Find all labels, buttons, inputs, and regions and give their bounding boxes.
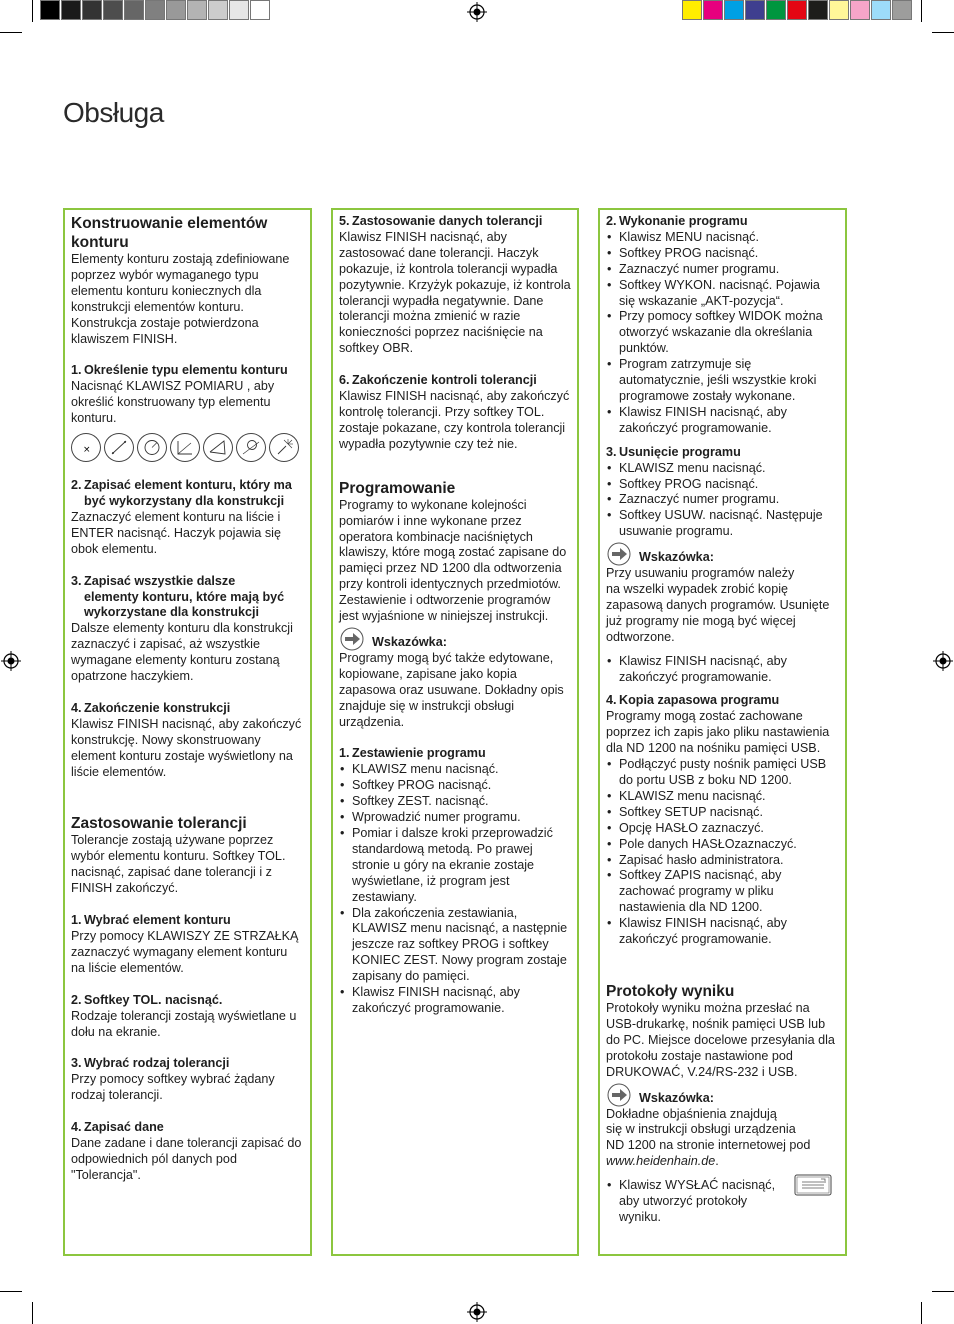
bullet-list [606, 461, 839, 541]
list-item: • Softkey WYKON. nacisnąć. Pojawia się wskazanie „AKT-pozycja“. [606, 278, 839, 310]
color-swatch [745, 0, 765, 20]
paragraph: Zaznaczyć element konturu na liście i ENTER nacisnąć. Haczyk pojawia się obok elementu. [71, 509, 281, 556]
list-item: • KLAWISZ menu nacisnąć. [606, 789, 839, 805]
paragraph: Klawisz FINISH nacisnąć, aby zastosować dane tolerancji. Haczyk pokazuje, iż kontrola tolerancji wypadła pozytywnie. Krzyżyk pokazuje, iż kontrola tolerancji wypadła negatywnie. Dane tolerancji można zmienić w razie konieczności poprzez naciśnięcie na softkey OBR. [339, 229, 571, 356]
list-item: • Softkey ZAPIS nacisnąć, aby zachować programy w pliku nastawienia dla ND 1200. [606, 868, 839, 916]
step-heading: 1. Wybrać element konturu [71, 913, 231, 928]
crop-mark [932, 1291, 954, 1292]
color-swatch [103, 0, 123, 20]
distance-icon [203, 433, 233, 462]
color-swatch [124, 0, 144, 20]
section-heading: Protokoły wyniku [606, 982, 735, 1000]
color-swatch [250, 0, 270, 20]
paragraph: Klawisz FINISH nacisnąć, aby zakończyć kontrolę tolerancji. Przy softkey TOL. zostaje pokazane, czy kontrola tolerancji wypadła pozytywnie czy też nie. [339, 389, 570, 451]
color-swatch [871, 0, 891, 20]
step-heading: 4. Zakończenie konstrukcji [71, 700, 231, 715]
process-color-bar [682, 0, 913, 21]
list-item: • Klawisz FINISH nacisnąć, aby zakończyć programowanie. [606, 916, 839, 948]
bullet-list [606, 757, 839, 948]
color-swatch [724, 0, 744, 20]
list-item: • Dla zakończenia zestawiania, KLAWISZ menu nacisnąć, a następnie jeszcze raz softkey PROG i softkey KONIEC ZEST. Nowy program zostaje zapisany do pamięci. [339, 906, 571, 986]
section-heading: Zastosowanie tolerancji [71, 815, 247, 833]
list-item: • Klawisz MENU nacisnąć. [606, 230, 839, 246]
grayscale-color-bar [40, 0, 271, 21]
paragraph: Programy to wykonane kolejności pomiarów i inne wykonane przez operatora kombinacje naciśniętych klawiszy, które mogą zostać zapisane do pamięci przez ND 1200 dla odtworzenia przy kontroli identycznych przedmiotów. Zestawienie i odtworzenie programów jest wyjaśnione w niniejszej instrukcji. [339, 497, 567, 624]
paragraph: Dokładne objaśnienia znajdują się w instrukcji obsługi urządzenia ND 1200 na stronie internetowej pod www.heidenhain.de. [606, 1106, 811, 1169]
bullet-list [606, 654, 839, 686]
column-program-management [598, 208, 847, 1256]
line-icon [104, 433, 134, 462]
color-swatch [703, 0, 723, 20]
section-heading: Programowanie [339, 479, 456, 497]
hint-label: Wskazówka: [372, 635, 447, 650]
paragraph: Rodzaje tolerancji zostają wyświetlane u dołu na ekranie. [71, 1008, 297, 1039]
color-swatch [808, 0, 828, 20]
list-item: • Klawisz FINISH nacisnąć, aby zakończyć programowanie. [606, 405, 839, 437]
list-item: • Opcję HASŁO zaznaczyć. [606, 821, 839, 837]
step-heading: 2. Softkey TOL. nacisnąć. [71, 992, 223, 1007]
list-item: • Zaznaczyć numer programu. [606, 492, 839, 508]
zero-point-icon [269, 433, 299, 462]
color-swatch [682, 0, 702, 20]
paragraph: Programy mogą zostać zachowane poprzez ich zapis jako pliku nastawienia dla ND 1200 na nośniku pamięci USB. [606, 709, 830, 756]
list-item: • Zapisać hasło administratora. [606, 853, 839, 869]
hint-header [606, 1081, 839, 1107]
list-item: • Softkey PROG nacisnąć. [606, 477, 839, 493]
color-swatch [61, 0, 81, 20]
list-item: • KLAWISZ menu nacisnąć. [606, 461, 839, 477]
column-construction [63, 208, 312, 1256]
page-title: Obsługa [63, 97, 164, 128]
list-item: • Softkey PROG nacisnąć. [606, 246, 839, 262]
paragraph: Klawisz FINISH nacisnąć, aby zakończyć konstrukcję. Nowy skonstruowany element konturu zostaje wyświetlony na liście elementów. [71, 716, 302, 779]
list-item: • Softkey ZEST. nacisnąć. [339, 794, 571, 810]
paragraph: Programy mogą być także edytowane, kopiowane, zapisane jako kopia zapasowa oraz usuwane. Dokładny opis znajduje się w instrukcji obsługi urządzenia. [339, 650, 564, 729]
registration-mark-icon [467, 2, 487, 22]
list-item: • KLAWISZ menu nacisnąć. [339, 762, 571, 778]
registration-mark-icon [467, 1302, 487, 1322]
crop-mark [921, 1302, 922, 1324]
color-swatch [145, 0, 165, 20]
list-item: • Softkey USUW. nacisnąć. Następuje usuwanie programu. [606, 508, 839, 540]
list-item: • Klawisz FINISH nacisnąć, aby zakończyć programowanie. [606, 654, 839, 686]
send-key-icon [794, 1174, 832, 1196]
step-heading: 1. Zestawienie programu [339, 746, 486, 761]
hint-arrow-icon [606, 1083, 632, 1107]
list-item: • Podłączyć pusty nośnik pamięci USB do portu USB z boku ND 1200. [606, 757, 839, 789]
step-heading: 4. Zapisać dane [71, 1120, 164, 1135]
list-item: • Pole danych HASŁOzaznaczyć. [606, 837, 839, 853]
step-heading: 3. Wybrać rodzaj tolerancji [71, 1056, 230, 1071]
list-item: • Softkey SETUP nacisnąć. [606, 805, 839, 821]
hint-arrow-icon [339, 627, 365, 651]
registration-mark-icon [1, 651, 21, 671]
contour-type-icons [71, 433, 304, 462]
paragraph: Przy usuwaniu programów należy na wszelki wypadek zrobić kopię zapasową danych programów. Usunięte już programy nie mogą być więcej odtworzone. [606, 566, 830, 644]
list-item: • Wprowadzić numer programu. [339, 810, 571, 826]
crop-mark [32, 0, 33, 22]
crop-mark [32, 1302, 33, 1324]
step-heading: 3. Usunięcie programu [606, 444, 741, 459]
color-swatch [229, 0, 249, 20]
color-swatch [40, 0, 60, 20]
step-heading: 3. Zapisać wszystkie dalsze elementy konturu, które mają być wykorzystane dla konstrukcji [71, 573, 285, 620]
paragraph: Protokoły wyniku można przesłać na USB-drukarkę, nośnik pamięci USB lub do PC. Miejsce docelowe przesyłania dla protokołu zostaje nastawione pod DRUKOWAĆ, V.24/RS-232 i USB. [606, 1000, 835, 1079]
circle-icon [137, 433, 167, 462]
paragraph: Elementy konturu zostają zdefiniowane poprzez wybór wymaganego typu elementu konturu koniecznych dla konstrukcji elementów konturu. Konstrukcja zostaje potwierdzona klawiszem FINISH. [71, 252, 290, 346]
step-heading: 2. Zapisać element konturu, który ma być wykorzystany dla konstrukcji [71, 478, 292, 508]
hint-arrow-icon [606, 542, 632, 566]
step-heading: 6. Zakończenie kontroli tolerancji [339, 373, 537, 388]
bullet-list [339, 762, 571, 1017]
color-swatch [787, 0, 807, 20]
hint-header [606, 540, 839, 566]
point-icon [71, 433, 101, 462]
paragraph: Nacisnąć KLAWISZ POMIARU , aby określić konstruowany typ elementu konturu. [71, 379, 275, 426]
list-item: • Klawisz FINISH nacisnąć, aby zakończyć programowanie. [339, 985, 571, 1017]
angle-icon [170, 433, 200, 462]
step-heading: 4. Kopia zapasowa programu [606, 693, 780, 708]
crop-mark [0, 32, 22, 33]
section-heading: Konstruowanie elementów konturu [71, 215, 268, 251]
list-item: • Przy pomocy softkey WIDOK można otworzyć wskazanie dla określania punktów. [606, 309, 839, 357]
paragraph: Tolerancje zostają używane poprzez wybór elementu konturu. Softkey TOL. nacisnąć, zapisać dane tolerancji i z FINISH zakończyć. [71, 833, 286, 896]
paragraph: Dane zadane i dane tolerancji zapisać do odpowiednich pól danych pod "Tolerancja". [71, 1136, 302, 1182]
hint-label: Wskazówka: [639, 1090, 714, 1105]
hint-label: Wskazówka: [639, 550, 714, 565]
svg-text:×: × [83, 445, 91, 456]
color-swatch [187, 0, 207, 20]
color-swatch [166, 0, 186, 20]
website-url: www.heidenhain.de [606, 1154, 716, 1169]
paragraph: Przy pomocy softkey wybrać żądany rodzaj tolerancji. [71, 1072, 275, 1103]
color-swatch [766, 0, 786, 20]
paragraph: Przy pomocy KLAWISZY ZE STRZAŁKĄ zaznaczyć wymagany element konturu na liście elementów. [71, 929, 299, 975]
intersection-icon [236, 433, 266, 462]
color-swatch [82, 0, 102, 20]
crop-mark [932, 32, 954, 33]
color-swatch [892, 0, 912, 20]
color-swatch [850, 0, 870, 20]
hint-header [339, 625, 571, 651]
list-item: • Zaznaczyć numer programu. [606, 262, 839, 278]
registration-mark-icon [933, 651, 953, 671]
bullet-list [606, 230, 839, 437]
step-heading: 1. Określenie typu elementu konturu [71, 363, 288, 378]
step-heading: 5. Zastosowanie danych tolerancji [339, 214, 543, 228]
column-programming [331, 208, 579, 1256]
color-swatch [208, 0, 228, 20]
crop-mark [0, 1291, 22, 1292]
paragraph: Dalsze elementy konturu dla konstrukcji zaznaczyć i zapisać, aż wszystkie wymagane elementy konturu zostaną opatrzone haczykiem. [71, 621, 293, 684]
list-item: • Pomiar i dalsze kroki przeprowadzić standardową metodą. Po prawej stronie u góry na ekranie zostaje wyświetlane, iż program jest zestawiany. [339, 826, 571, 906]
color-swatch [829, 0, 849, 20]
list-item: • Softkey PROG nacisnąć. [339, 778, 571, 794]
crop-mark [921, 0, 922, 22]
list-item: • Program zatrzymuje się automatycznie, jeśli wszystkie kroki programowe zostały wykonane. [606, 357, 839, 405]
step-heading: 2. Wykonanie programu [606, 214, 748, 228]
list-item: • Klawisz WYSŁAĆ nacisnąć, aby utworzyć protokoły wyniku. [606, 1178, 839, 1226]
